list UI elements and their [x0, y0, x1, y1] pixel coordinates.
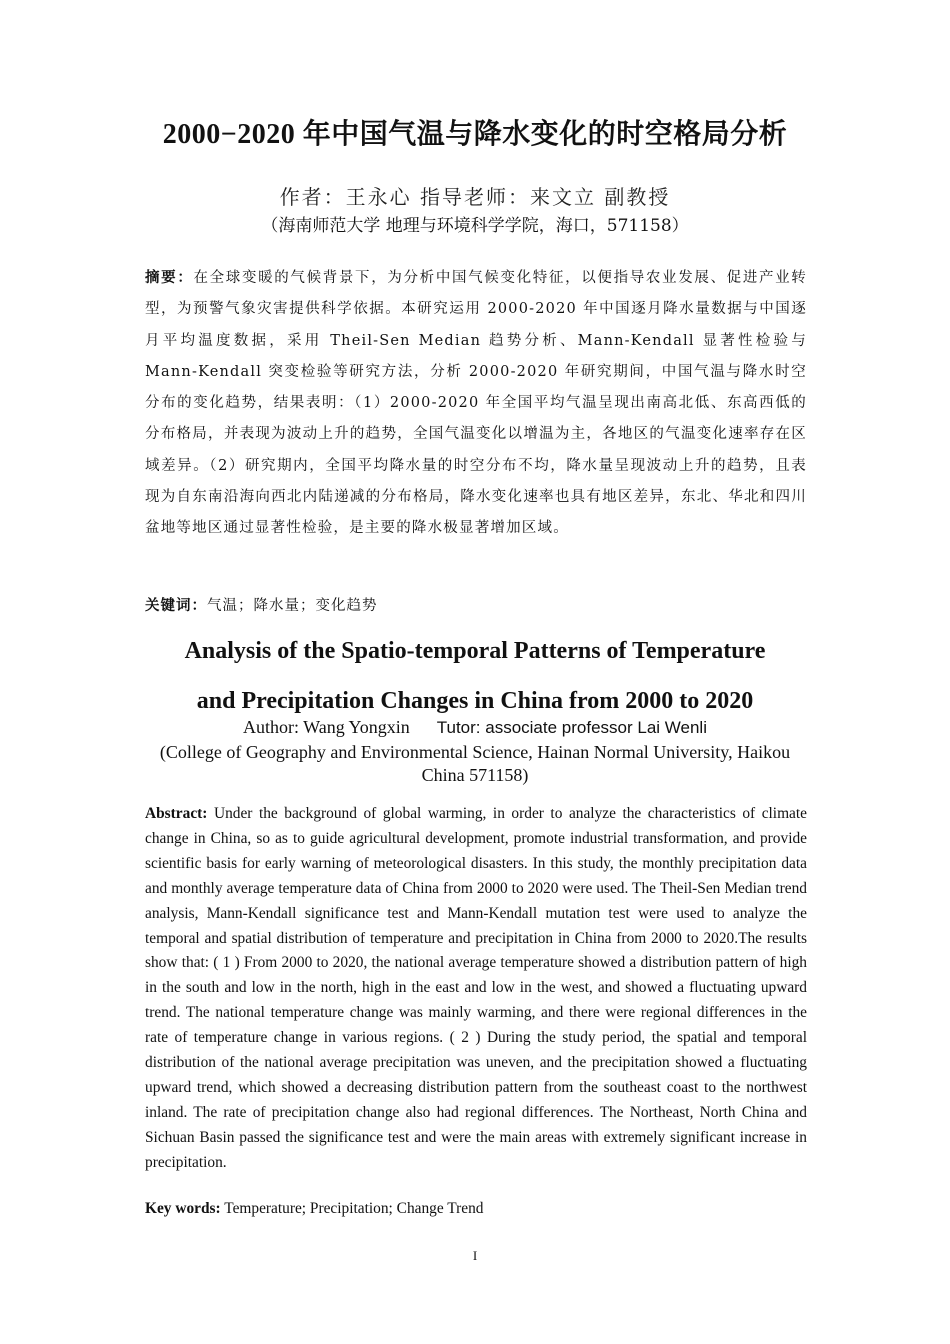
- english-affiliation-block: [0, 741, 950, 787]
- chinese-keywords-text: 气温；降水量；变化趋势: [207, 598, 378, 614]
- english-abstract-label: Abstract:: [145, 805, 208, 822]
- english-abstract: [145, 802, 807, 1176]
- english-title-line-2: and Precipitation Changes in China from 2000 to 2020: [196, 688, 754, 714]
- chinese-keywords-label: 关键词：: [145, 597, 207, 614]
- english-authors: [0, 717, 950, 738]
- chinese-authors: 作者：王永心 指导老师：来文立 副教授: [279, 185, 671, 209]
- chinese-abstract-text: 在全球变暖的气候背景下，为分析中国气候变化特征，以便指导农业发展、促进产业转型，为预警气象灾害提供科学依据。本研究运用 2000-2020 年中国逐月降水量数据与中国逐月平均温度数据，采用 Theil-Sen Median 趋势分析、Mann-Kendall 显著性检验与 Mann-Kendall 突变检验等研究方法，分析 2000-2020 年研究期间，中国气温与降水时空分布的变化趋势，结果表明：（1）2000-2020 年全国平均气温呈现出南高北低、东高西低的分布格局，并表现为波动上升的趋势，全国气温变化以增温为主，各地区的气温变化速率存在区域差异。（2）研究期内，全国平均降水量的时空分布不均，降水量呈现波动上升的趋势，且表现为自东南沿海向西北内陆递减的分布格局，降水变化速率也具有地区差异，东北、华北和四川盆地等地区通过显著性检验，是主要的降水极显著增加区域。: [145, 270, 807, 537]
- english-keywords: [145, 1200, 807, 1218]
- english-title-line-1: Analysis of the Spatio-temporal Patterns of Temperature: [184, 638, 766, 664]
- english-abstract-text: Under the background of global warming, in order to analyze the characteristics of climate change in China, so as to guide agricultural development, promote industrial transformation, and provide scientific basis for early warning of meteorological disasters. In this study, the monthly precipitation data and monthly average temperature data of China from 2000 to 2020 were used. The Theil-Sen Median trend analysis, Mann-Kendall significance test and Mann-Kendall mutation test were used to analyze the temporal and spatial distribution of temperature and precipitation in China from 2000 to 2020.The results show that: ( 1 ) From 2000 to 2020, the national average temperature showed a distribution pattern of high in the south and low in the north, high in the east and low in the west, and showed a fluctuating upward trend. The national temperature change was mainly warming, and there were regional differences in the rate of temperature change in various regions. ( 2 ) During the study period, the spatial and temporal distribution of the national average precipitation was uneven, and the precipitation showed a fluctuating upward trend, which showed a decreasing distribution pattern from the southeast coast to the northwest inland. The rate of precipitation change also had regional differences. The Northeast, North China and Sichuan Basin passed the significance test and were the main areas with extremely significant increase in precipitation.: [145, 805, 807, 1171]
- page-number: I: [472, 1248, 478, 1263]
- english-keywords-label: Key words:: [145, 1200, 221, 1217]
- chinese-keywords: [145, 594, 807, 615]
- english-tutor: Tutor: associate professor Lai Wenli: [436, 718, 707, 737]
- chinese-title: 2000−2020 年中国气温与降水变化的时空格局分析: [162, 119, 788, 150]
- english-author: Author: Wang Yongxin: [243, 717, 410, 737]
- english-title: [0, 626, 950, 726]
- english-keywords-text: Temperature; Precipitation; Change Trend: [224, 1200, 484, 1217]
- chinese-abstract-label: 摘要：: [145, 269, 194, 286]
- chinese-affiliation: （海南师范大学 地理与环境科学学院，海口，571158）: [261, 216, 689, 236]
- english-affiliation: (College of Geography and Environmental Science, Hainan Normal University, Haikou China 571158): [159, 742, 791, 785]
- chinese-abstract: [145, 262, 807, 545]
